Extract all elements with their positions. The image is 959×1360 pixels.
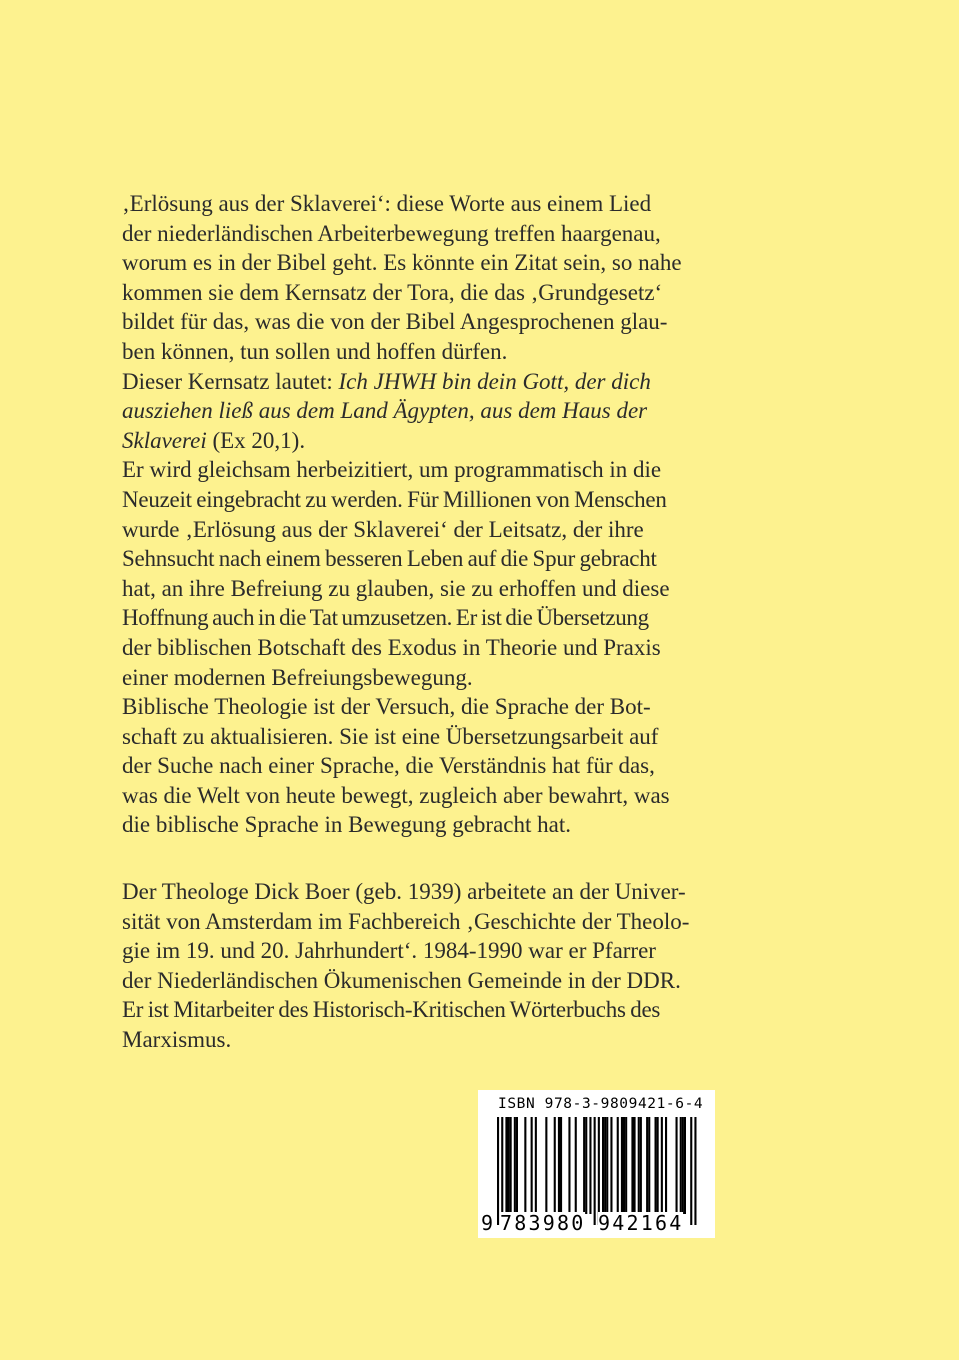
paragraph-theologie: [122, 692, 718, 840]
text-line: Biblische Theologie ist der Versuch, die Sprache der Bot-: [122, 694, 651, 720]
barcode-bar: [625, 1117, 627, 1214]
text-line: Er ist Mitarbeiter des Historisch-Kritischen Wörterbuchs des: [122, 997, 661, 1023]
barcode-bar: [623, 1117, 625, 1214]
blurb-text: [122, 189, 718, 840]
text-line: Der Theologe Dick Boer (geb. 1939) arbeitete an der Univer-: [122, 879, 686, 904]
text-line: der Suche nach einer Sprache, die Verständnis hat für das,: [122, 753, 655, 779]
author-bio: [122, 877, 718, 1055]
isbn-barcode: [478, 1090, 715, 1238]
barcode-bar: [589, 1117, 591, 1214]
text-line: gie im 19. und 20. Jahrhundert‘. 1984-1990 war er Pfarrer: [122, 938, 656, 964]
barcode-bar: [655, 1117, 657, 1214]
text-line: was die Welt von heute bewegt, zugleich aber bewahrt, was: [122, 782, 670, 808]
barcode-bar: [516, 1117, 518, 1214]
text-line: der Niederländischen Ökumenischen Gemeinde in der DDR.: [122, 967, 681, 993]
kernsatz-quote-line: Sklaverei: [122, 427, 207, 453]
barcode-bar: [682, 1117, 684, 1214]
ean-first-digit: 9: [481, 1211, 494, 1235]
text-line: die biblische Sprache in Bewegung gebracht hat.: [122, 812, 571, 838]
barcode-bar: [640, 1117, 642, 1214]
barcode-guard-bar: [690, 1117, 692, 1225]
barcode-bar: [524, 1117, 526, 1214]
barcode-bar: [680, 1117, 682, 1214]
ean-right-digits: 942164: [598, 1211, 684, 1235]
barcode-bar: [617, 1117, 619, 1214]
kernsatz-prefix: Dieser Kernsatz lautet:: [122, 368, 339, 394]
kernsatz-quote-line: ausziehen ließ aus dem Land Ägypten, aus dem Haus der: [122, 398, 648, 424]
text-line: Hoffnung auch in die Tat umzusetzen. Er ist die Übersetzung: [122, 605, 649, 631]
barcode-bar: [610, 1117, 612, 1214]
barcode-bar: [602, 1117, 604, 1214]
barcode-guard-bar: [598, 1117, 600, 1225]
text-line: Neuzeit eingebracht zu werden. Für Millionen von Menschen: [122, 486, 667, 512]
text-line: Sehnsucht nach einem besseren Leben auf die Spur gebracht: [122, 546, 657, 572]
barcode-bar: [560, 1117, 562, 1214]
barcode-bar: [531, 1117, 533, 1214]
text-line: der niederländischen Arbeiterbewegung treffen haargenau,: [122, 220, 661, 246]
barcode-bar: [585, 1117, 587, 1214]
barcode-bar: [508, 1117, 510, 1214]
text-line: kommen sie dem Kernsatz der Tora, die das ‚Grundgesetz‘: [122, 279, 663, 305]
paragraph-intro: [122, 189, 718, 367]
kernsatz-quote-line: Ich JHWH bin dein Gott, der dich: [338, 368, 651, 394]
barcode-bar: [554, 1117, 556, 1214]
paragraph-neuzeit: [122, 455, 718, 692]
barcode-bar: [638, 1117, 640, 1214]
text-line: bildet für das, was die von der Bibel Angesprochenen glau-: [122, 309, 668, 335]
text-line: ben können, tun sollen und hoffen dürfen.: [122, 338, 508, 364]
barcode-bar: [583, 1117, 585, 1214]
barcode-bar: [606, 1117, 608, 1214]
barcode-bar: [634, 1117, 636, 1214]
text-line: einer modernen Befreiungsbewegung.: [122, 664, 473, 690]
barcode-guard-bar: [594, 1117, 596, 1225]
barcode-bar: [661, 1117, 663, 1214]
barcode-bar: [558, 1117, 560, 1214]
text-line: worum es in der Bibel geht. Es könnte ein Zitat sein, so nahe: [122, 250, 682, 276]
barcode-bar: [535, 1117, 537, 1214]
barcode-bar: [657, 1117, 659, 1214]
barcode-bar: [621, 1117, 623, 1214]
barcode-bar: [514, 1117, 516, 1214]
barcode-bar: [510, 1117, 512, 1214]
barcode-guard-bar: [497, 1117, 499, 1225]
barcode-guard-bar: [501, 1117, 503, 1225]
text-line: Marxismus.: [122, 1026, 232, 1052]
barcode-bar: [676, 1117, 678, 1214]
text-line: ‚Erlösung aus der Sklaverei‘: diese Worte aus einem Lied: [122, 191, 652, 216]
paragraph-kernsatz: [122, 367, 718, 456]
text-line: wurde ‚Erlösung aus der Sklaverei‘ der Leitsatz, der ihre: [122, 516, 644, 542]
barcode-bar: [505, 1117, 507, 1214]
barcode-bar: [545, 1117, 547, 1214]
barcode-bar: [648, 1117, 650, 1214]
barcode-bar: [575, 1117, 577, 1214]
barcode-guard-bar: [694, 1117, 696, 1225]
barcode-bar: [631, 1117, 633, 1214]
barcode-bar: [665, 1117, 667, 1214]
ean-left-digits: 783980: [500, 1211, 586, 1235]
text-line: sität von Amsterdam im Fachbereich ‚Geschichte der Theolo-: [122, 908, 690, 934]
isbn-label: ISBN 978-3-9809421-6-4: [498, 1096, 704, 1112]
text-line: Er wird gleichsam herbeizitiert, um programmatisch in die: [122, 457, 662, 483]
barcode-bar: [646, 1117, 648, 1214]
text-line: der biblischen Botschaft des Exodus in Theorie und Praxis: [122, 634, 661, 660]
bible-reference: (Ex 20,1).: [206, 427, 306, 453]
barcode-bar: [568, 1117, 570, 1214]
text-line: schaft zu aktualisieren. Sie ist eine Übersetzungsarbeit auf: [122, 723, 659, 749]
barcode-bar: [684, 1117, 686, 1214]
barcode-bar: [604, 1117, 606, 1214]
paragraph-bio: [122, 877, 718, 1055]
text-line: hat, an ihre Befreiung zu glauben, sie zu erhoffen und diese: [122, 575, 670, 601]
